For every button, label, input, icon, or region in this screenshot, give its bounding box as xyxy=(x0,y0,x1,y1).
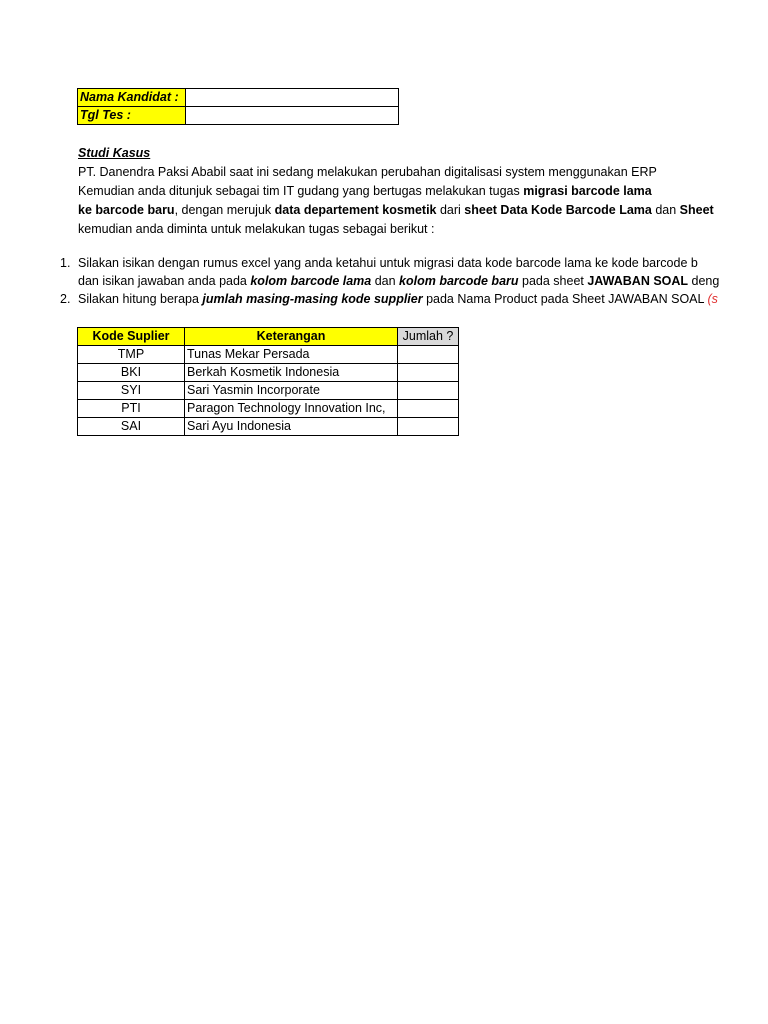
candidate-name-label: Nama Kandidat : xyxy=(78,89,186,107)
supplier-desc-cell[interactable]: Sari Ayu Indonesia xyxy=(185,418,398,436)
intro-line-3-text-b: , dengan merujuk xyxy=(174,203,275,217)
intro-line-2-bold: migrasi barcode lama xyxy=(523,184,652,198)
supplier-table-header xyxy=(78,328,459,346)
task-1-line-2-b: kolom barcode lama xyxy=(250,274,372,288)
test-date-row xyxy=(78,107,399,125)
intro-line-3-bold-g: Sheet xyxy=(679,203,714,217)
task-1-number: 1. xyxy=(60,256,71,270)
supplier-count-cell[interactable] xyxy=(398,364,459,382)
task-2-d: (s xyxy=(707,292,718,306)
supplier-count-cell[interactable] xyxy=(398,400,459,418)
task-2-line xyxy=(60,290,718,308)
supplier-table xyxy=(77,327,459,436)
task-2-b: jumlah masing-masing kode supplier xyxy=(202,292,423,306)
intro-line-3 xyxy=(78,201,714,220)
table-row xyxy=(78,382,459,400)
supplier-code-cell[interactable]: BKI xyxy=(78,364,185,382)
header-kode-suplier: Kode Suplier xyxy=(78,328,185,346)
table-row xyxy=(78,418,459,436)
supplier-code-cell[interactable]: PTI xyxy=(78,400,185,418)
task-2-c: pada Nama Product pada Sheet JAWABAN SOAL xyxy=(422,292,708,306)
task-2-number: 2. xyxy=(60,292,71,306)
header-jumlah: Jumlah ? xyxy=(398,328,459,346)
header-keterangan: Keterangan xyxy=(185,328,398,346)
task-1-line-2-e: pada sheet xyxy=(518,274,588,288)
case-study-intro xyxy=(78,144,714,239)
supplier-desc-cell[interactable]: Berkah Kosmetik Indonesia xyxy=(185,364,398,382)
intro-line-3-text-f: dan xyxy=(651,203,680,217)
candidate-name-cell[interactable] xyxy=(186,89,399,107)
intro-line-1: PT. Danendra Paksi Ababil saat ini sedang melakukan perubahan digitalisasi system menggunakan ERP xyxy=(78,165,657,179)
supplier-code-cell[interactable]: SAI xyxy=(78,418,185,436)
supplier-code-cell[interactable]: TMP xyxy=(78,346,185,364)
supplier-count-cell[interactable] xyxy=(398,418,459,436)
task-1-line-2 xyxy=(60,272,720,290)
test-date-cell[interactable] xyxy=(186,107,399,125)
task-1-line-2-d: kolom barcode baru xyxy=(399,274,519,288)
candidate-name-row xyxy=(78,89,399,107)
intro-line-3-text-d: dari xyxy=(436,203,465,217)
supplier-code-cell[interactable]: SYI xyxy=(78,382,185,400)
case-study-title: Studi Kasus xyxy=(78,146,151,160)
supplier-desc-cell[interactable]: Tunas Mekar Persada xyxy=(185,346,398,364)
intro-line-2-text: Kemudian anda ditunjuk sebagai tim IT gudang yang bertugas melakukan tugas xyxy=(78,184,524,198)
supplier-count-cell[interactable] xyxy=(398,382,459,400)
task-1-line-2-f: JAWABAN SOAL xyxy=(587,274,689,288)
supplier-desc-cell[interactable]: Paragon Technology Innovation Inc, xyxy=(185,400,398,418)
task-2-a: Silakan hitung berapa xyxy=(78,292,203,306)
task-list xyxy=(60,254,720,308)
task-1-text: Silakan isikan dengan rumus excel yang anda ketahui untuk migrasi data kode barcode lama ke kode barcode b xyxy=(78,256,698,270)
task-1-line-1 xyxy=(60,254,700,272)
test-date-label: Tgl Tes : xyxy=(78,107,186,125)
task-1-line-2-g: deng xyxy=(688,274,720,288)
intro-line-2 xyxy=(78,182,700,201)
intro-line-3-bold-c: data departement kosmetik xyxy=(274,203,437,217)
task-1-line-2-c: dan xyxy=(371,274,400,288)
supplier-count-cell[interactable] xyxy=(398,346,459,364)
table-row xyxy=(78,400,459,418)
intro-line-3-bold-e: sheet Data Kode Barcode Lama xyxy=(464,203,652,217)
task-1-line-2-a: dan isikan jawaban anda pada xyxy=(78,274,251,288)
supplier-desc-cell[interactable]: Sari Yasmin Incorporate xyxy=(185,382,398,400)
intro-line-4: kemudian anda diminta untuk melakukan tugas sebagai berikut : xyxy=(78,222,435,236)
table-row xyxy=(78,346,459,364)
intro-line-3-bold-a: ke barcode baru xyxy=(78,203,175,217)
table-row xyxy=(78,364,459,382)
candidate-form xyxy=(77,88,399,125)
